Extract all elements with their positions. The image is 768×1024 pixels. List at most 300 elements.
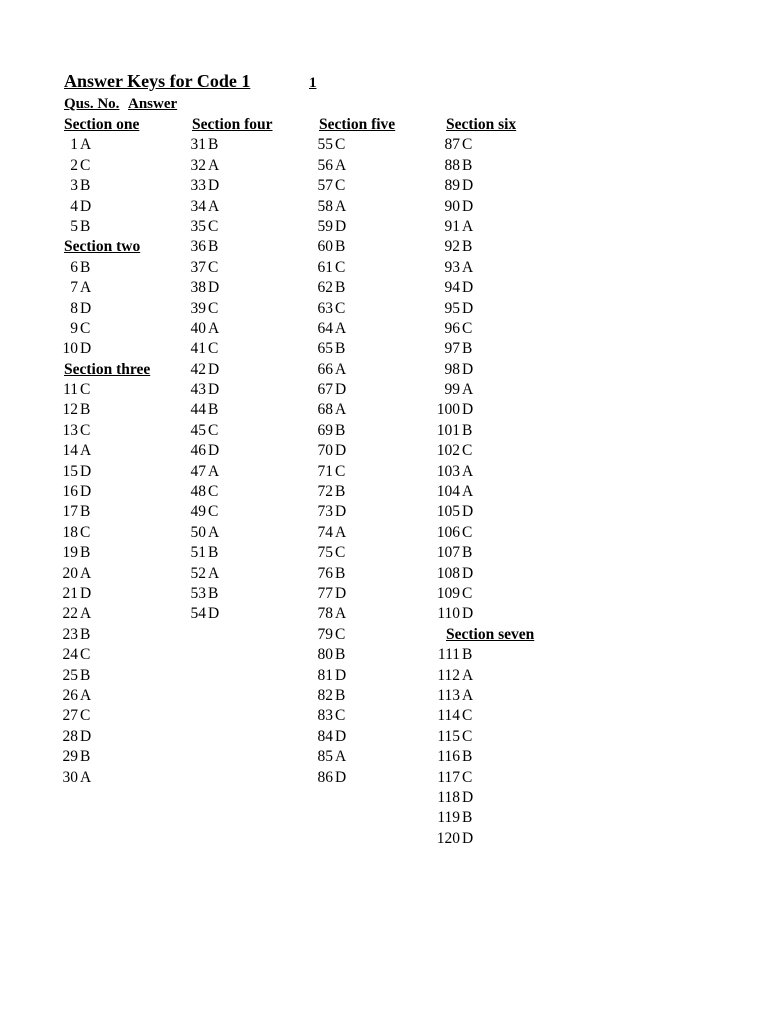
question-number: 86 (317, 768, 333, 786)
question-number: 1 (70, 136, 78, 154)
answer-letter: D (462, 279, 474, 297)
answer-row (263, 319, 393, 339)
question-number: 59 (317, 217, 333, 235)
answer-letter: A (462, 258, 474, 276)
answer-letter: C (208, 421, 219, 439)
question-number: 66 (317, 360, 333, 378)
section-heading-label: Section four (192, 116, 273, 133)
question-number: 40 (190, 319, 206, 337)
question-number: 7 (70, 279, 78, 297)
answer-letter: A (80, 136, 92, 154)
answer-row (263, 421, 393, 441)
answer-letter: A (462, 666, 474, 684)
question-number: 78 (317, 605, 333, 623)
answer-letter: C (80, 646, 91, 664)
answer-row (136, 156, 266, 176)
question-number: 16 (62, 483, 78, 501)
question-number: 98 (444, 360, 460, 378)
question-number: 12 (62, 401, 78, 419)
question-number: 83 (317, 707, 333, 725)
section-heading (136, 115, 273, 135)
answer-row (8, 584, 138, 604)
answer-letter: C (208, 483, 219, 501)
answer-column-4 (390, 115, 535, 849)
answer-row (136, 360, 266, 380)
question-number: 88 (444, 156, 460, 174)
answer-letter: D (335, 381, 347, 399)
answer-row (263, 604, 393, 624)
question-number: 10 (62, 340, 78, 358)
question-number: 49 (190, 503, 206, 521)
answer-row (136, 197, 266, 217)
question-number: 51 (190, 544, 206, 562)
answer-row (263, 278, 393, 298)
answer-row (136, 462, 266, 482)
question-number: 36 (190, 238, 206, 256)
question-number: 105 (436, 503, 460, 521)
answer-row (263, 176, 393, 196)
answer-letter: B (80, 401, 91, 419)
question-number: 74 (317, 523, 333, 541)
answer-letter: A (462, 686, 474, 704)
answer-row (390, 747, 520, 767)
question-number: 71 (317, 462, 333, 480)
answer-row (263, 360, 393, 380)
answer-row (390, 808, 520, 828)
answer-row (390, 727, 520, 747)
answer-row (136, 135, 266, 155)
answer-letter: D (80, 462, 92, 480)
answer-letter: A (335, 360, 347, 378)
answer-letter: D (462, 197, 474, 215)
answer-row (263, 768, 393, 788)
answer-letter: D (335, 442, 347, 460)
question-number: 111 (437, 646, 460, 664)
answer-row (8, 768, 138, 788)
section-heading-label: Section five (319, 116, 396, 133)
answer-row (263, 400, 393, 420)
page-number: 1 (309, 75, 317, 91)
question-number: 92 (444, 238, 460, 256)
question-number: 77 (317, 584, 333, 602)
answer-row (8, 400, 138, 420)
answer-row (8, 197, 138, 217)
answer-letter: B (335, 564, 346, 582)
answer-letter: D (462, 299, 474, 317)
answer-row (136, 176, 266, 196)
answer-row (263, 462, 393, 482)
answer-row (390, 421, 520, 441)
answer-row (390, 543, 520, 563)
question-number: 76 (317, 564, 333, 582)
answer-letter: B (80, 258, 91, 276)
answer-row (136, 482, 266, 502)
answer-row (136, 217, 266, 237)
question-number: 27 (62, 707, 78, 725)
answer-row (8, 502, 138, 522)
question-number: 53 (190, 584, 206, 602)
answer-letter: A (335, 748, 347, 766)
answer-row (136, 523, 266, 543)
answer-row (263, 482, 393, 502)
answer-letter: C (335, 258, 346, 276)
answer-row (8, 319, 138, 339)
answer-letter: C (208, 503, 219, 521)
question-number: 14 (62, 442, 78, 460)
answer-letter: A (208, 156, 220, 174)
question-number: 80 (317, 646, 333, 664)
section-heading (390, 625, 535, 645)
answer-row (263, 686, 393, 706)
answer-letter: A (335, 197, 347, 215)
answer-letter: A (80, 279, 92, 297)
answer-row (390, 441, 520, 461)
question-number: 90 (444, 197, 460, 215)
answer-letter: C (80, 523, 91, 541)
question-number: 21 (62, 584, 78, 602)
answer-row (390, 564, 520, 584)
question-number: 85 (317, 748, 333, 766)
answer-letter: D (335, 768, 347, 786)
answer-letter: A (462, 381, 474, 399)
question-number: 41 (190, 340, 206, 358)
question-number: 43 (190, 381, 206, 399)
question-number: 46 (190, 442, 206, 460)
answer-letter: B (208, 584, 219, 602)
question-number: 107 (436, 544, 460, 562)
question-number: 64 (317, 319, 333, 337)
question-number: 69 (317, 421, 333, 439)
answer-row (263, 523, 393, 543)
question-number: 75 (317, 544, 333, 562)
answer-row (390, 299, 520, 319)
answer-row (8, 421, 138, 441)
question-number: 68 (317, 401, 333, 419)
answer-letter: A (80, 686, 92, 704)
answer-row (136, 502, 266, 522)
question-number: 104 (436, 483, 460, 501)
answer-row (390, 217, 520, 237)
answer-letter: C (80, 707, 91, 725)
answer-row (390, 258, 520, 278)
answer-row (263, 727, 393, 747)
answer-letter: D (208, 442, 220, 460)
question-number: 114 (437, 707, 460, 725)
answer-letter: A (80, 605, 92, 623)
question-number: 54 (190, 605, 206, 623)
answer-letter: B (462, 421, 473, 439)
question-number: 65 (317, 340, 333, 358)
answer-letter: C (462, 584, 473, 602)
answer-row (390, 156, 520, 176)
question-number: 28 (62, 727, 78, 745)
answer-letter: C (208, 217, 219, 235)
question-number: 3 (70, 177, 78, 195)
question-number: 113 (437, 686, 460, 704)
answer-row (390, 135, 520, 155)
question-number: 117 (437, 768, 460, 786)
answer-column-1 (8, 115, 151, 788)
question-number-header: Qus. No. (64, 96, 120, 112)
answer-letter: C (335, 299, 346, 317)
question-number: 50 (190, 523, 206, 541)
answer-letter: A (208, 523, 220, 541)
section-heading (8, 115, 138, 135)
question-number: 99 (444, 381, 460, 399)
question-number: 47 (190, 462, 206, 480)
answer-letter: C (462, 523, 473, 541)
answer-letter: D (335, 584, 347, 602)
answer-letter: B (462, 544, 473, 562)
question-number: 97 (444, 340, 460, 358)
answer-letter: B (335, 279, 346, 297)
answer-row (390, 604, 520, 624)
answer-letter: B (208, 136, 219, 154)
answer-row (8, 462, 138, 482)
document-title: Answer Keys for Code 1 (64, 71, 251, 91)
question-number: 62 (317, 279, 333, 297)
answer-row (8, 482, 138, 502)
question-number: 38 (190, 279, 206, 297)
answer-letter: A (208, 462, 220, 480)
section-heading-label: Section three (64, 360, 151, 378)
answer-letter: B (335, 340, 346, 358)
question-number: 119 (437, 809, 460, 827)
answer-row (8, 441, 138, 461)
section-heading-label: Section six (446, 116, 517, 133)
question-number: 22 (62, 605, 78, 623)
answer-letter: A (208, 197, 220, 215)
answer-letter: B (335, 483, 346, 501)
answer-row (8, 666, 138, 686)
question-number: 60 (317, 238, 333, 256)
answer-row (390, 319, 520, 339)
answer-letter: D (462, 829, 474, 847)
answer-letter: C (335, 707, 346, 725)
answer-letter: A (335, 605, 347, 623)
question-number: 94 (444, 279, 460, 297)
answer-letter: D (462, 564, 474, 582)
answer-row (263, 564, 393, 584)
question-number: 81 (317, 666, 333, 684)
question-number: 18 (62, 523, 78, 541)
answer-letter: D (208, 360, 220, 378)
question-number: 19 (62, 544, 78, 562)
answer-letter: D (335, 666, 347, 684)
answer-letter: D (208, 605, 220, 623)
answer-letter: D (208, 381, 220, 399)
answer-row (390, 237, 520, 257)
answer-row (136, 319, 266, 339)
answer-letter: A (80, 442, 92, 460)
answer-row (8, 706, 138, 726)
answer-letter: C (462, 707, 473, 725)
section-heading (8, 237, 141, 257)
answer-letter: B (335, 421, 346, 439)
answer-row (390, 482, 520, 502)
question-number: 67 (317, 381, 333, 399)
answer-row (263, 135, 393, 155)
answer-row (136, 400, 266, 420)
answer-letter: A (335, 523, 347, 541)
answer-letter: A (335, 319, 347, 337)
answer-letter: C (80, 381, 91, 399)
answer-letter: B (462, 340, 473, 358)
question-number: 31 (190, 136, 206, 154)
section-heading (8, 360, 151, 380)
answer-letter: B (80, 544, 91, 562)
question-number: 44 (190, 401, 206, 419)
answer-row (263, 666, 393, 686)
answer-letter: B (335, 238, 346, 256)
answer-letter: C (462, 768, 473, 786)
answer-row (136, 584, 266, 604)
answer-row (8, 523, 138, 543)
answer-letter: B (335, 646, 346, 664)
answer-row (263, 217, 393, 237)
answer-row (390, 197, 520, 217)
answer-letter: C (335, 136, 346, 154)
answer-row (8, 278, 138, 298)
answer-letter: B (462, 156, 473, 174)
answer-row (263, 258, 393, 278)
answer-letter: D (335, 217, 347, 235)
answer-row (263, 441, 393, 461)
answer-letter: C (208, 299, 219, 317)
question-number: 9 (70, 319, 78, 337)
answer-row (8, 645, 138, 665)
question-number: 100 (436, 401, 460, 419)
section-heading (390, 115, 520, 135)
answer-row (263, 339, 393, 359)
answer-letter: A (208, 564, 220, 582)
answer-row (8, 156, 138, 176)
answer-letter: C (208, 258, 219, 276)
answer-row (390, 829, 520, 849)
answer-letter: B (208, 401, 219, 419)
answer-row (8, 339, 138, 359)
answer-letter: D (462, 401, 474, 419)
answer-letter: C (335, 544, 346, 562)
answer-row (390, 523, 520, 543)
question-number: 52 (190, 564, 206, 582)
section-heading-label: Section two (64, 238, 141, 256)
question-number: 56 (317, 156, 333, 174)
answer-row (136, 237, 266, 257)
answer-row (8, 380, 138, 400)
answer-row (263, 706, 393, 726)
answer-row (263, 299, 393, 319)
answer-row (136, 380, 266, 400)
answer-letter: B (208, 544, 219, 562)
question-number: 106 (436, 523, 460, 541)
answer-row (263, 156, 393, 176)
question-number: 79 (317, 625, 333, 643)
question-number: 5 (70, 217, 78, 235)
question-number: 108 (436, 564, 460, 582)
question-number: 115 (437, 727, 460, 745)
answer-letter: C (335, 177, 346, 195)
answer-column-2 (136, 115, 273, 625)
answer-letter: B (80, 625, 91, 643)
question-number: 35 (190, 217, 206, 235)
answer-row (136, 543, 266, 563)
question-number: 29 (62, 748, 78, 766)
question-number: 32 (190, 156, 206, 174)
answer-letter: A (462, 217, 474, 235)
answer-letter: B (80, 217, 91, 235)
answer-row (136, 299, 266, 319)
question-number: 45 (190, 421, 206, 439)
answer-row (8, 727, 138, 747)
answer-letter: D (80, 483, 92, 501)
section-heading-label: Section one (64, 116, 140, 133)
answer-row (263, 502, 393, 522)
answer-letter: B (208, 238, 219, 256)
section-heading (263, 115, 396, 135)
answer-row (390, 278, 520, 298)
answer-letter: D (462, 605, 474, 623)
answer-row (390, 380, 520, 400)
answer-row (8, 176, 138, 196)
answer-row (8, 135, 138, 155)
answer-letter: D (462, 503, 474, 521)
answer-row (8, 747, 138, 767)
answer-letter: A (335, 401, 347, 419)
answer-letter: C (335, 462, 346, 480)
answer-row (8, 625, 138, 645)
question-number: 91 (444, 217, 460, 235)
question-number: 112 (437, 666, 460, 684)
question-number: 72 (317, 483, 333, 501)
answer-row (263, 543, 393, 563)
question-number: 20 (62, 564, 78, 582)
answer-row (263, 625, 393, 645)
question-number: 17 (62, 503, 78, 521)
answer-letter: D (80, 584, 92, 602)
answer-letter: C (462, 727, 473, 745)
answer-letter: D (335, 727, 347, 745)
answer-row (8, 564, 138, 584)
answer-row (8, 543, 138, 563)
question-number: 73 (317, 503, 333, 521)
answer-row (390, 666, 520, 686)
question-number: 2 (70, 156, 78, 174)
answer-letter: B (462, 809, 473, 827)
question-number: 103 (436, 462, 460, 480)
question-number: 87 (444, 136, 460, 154)
answer-row (390, 339, 520, 359)
answer-letter: C (80, 156, 91, 174)
question-number: 110 (437, 605, 460, 623)
answer-letter: D (208, 279, 220, 297)
question-number: 48 (190, 483, 206, 501)
answer-row (390, 176, 520, 196)
answer-letter: B (80, 177, 91, 195)
answer-letter: C (80, 421, 91, 439)
answer-letter: A (462, 462, 474, 480)
answer-row (390, 584, 520, 604)
answer-row (390, 788, 520, 808)
question-number: 70 (317, 442, 333, 460)
question-number: 95 (444, 299, 460, 317)
answer-letter: D (462, 177, 474, 195)
question-number: 96 (444, 319, 460, 337)
question-number: 37 (190, 258, 206, 276)
answer-row (263, 645, 393, 665)
answer-letter: D (80, 299, 92, 317)
answer-letter: B (462, 748, 473, 766)
